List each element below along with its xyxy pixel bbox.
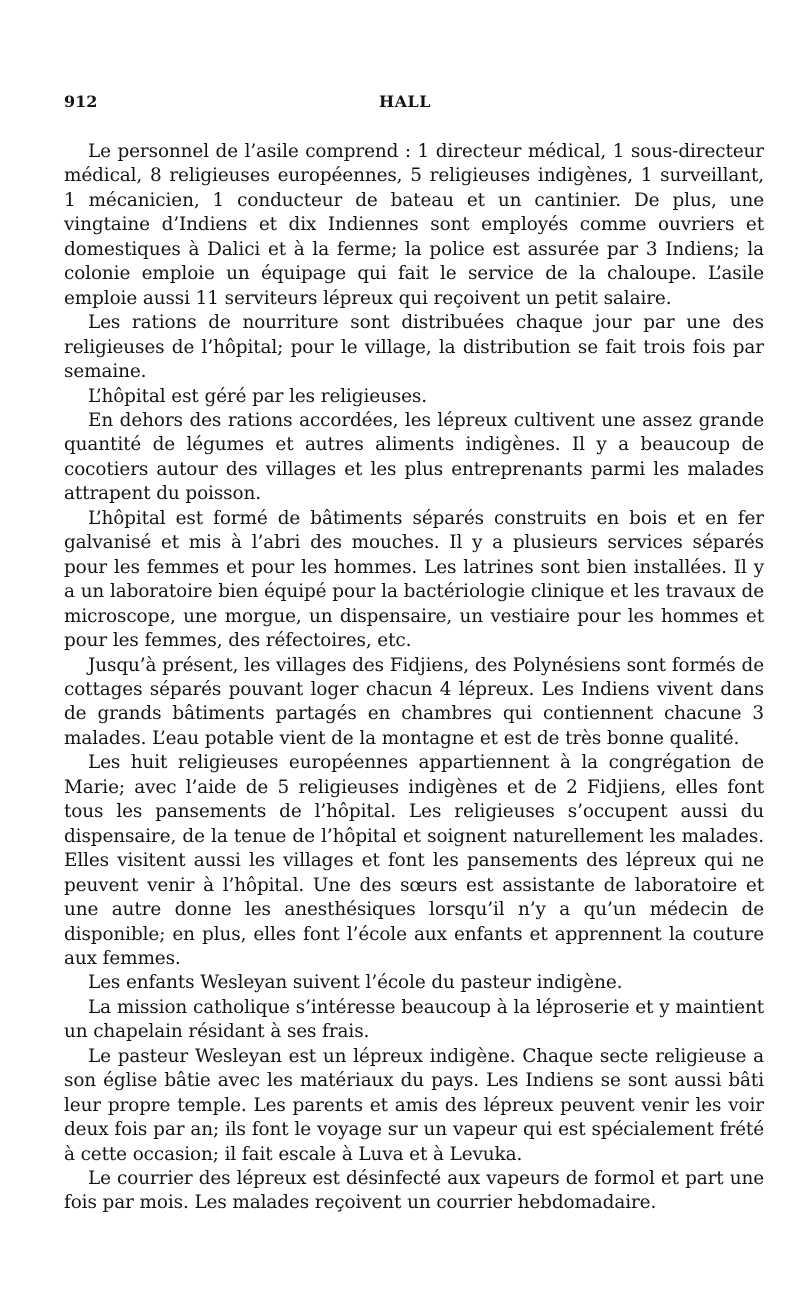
paragraph-pastor: Le pasteur Wesleyan est un lépreux indigène. Chaque secte religieuse a son église bâtie avec les matériaux du pays. Les Indiens se sont aussi bâti leur propre temple. Les parents et amis des lépreux peuvent venir les voir deux fois par an; ils font le voyage sur un vapeur qui est spécialement frété à cette occasion; il fait escale à Luva et à Levuka. — [64, 1045, 764, 1165]
page-header — [64, 92, 764, 116]
paragraph-staff: Le personnel de l’asile comprend : 1 directeur médical, 1 sous-directeur médical, 8 religieuses européennes, 5 religieuses indigènes, 1 surveillant, 1 mécanicien, 1 conducteur de bateau et un cantinier. De plus, une vingtaine d’Indiens et dix Indiennes sont employés comme ouvriers et domestiques à Dalici et à la ferme; la police est assurée par 3 Indiens; la colonie emploie un équipage qui fait le service de la chaloupe. L’asile emploie aussi 11 serviteurs lépreux qui reçoivent un petit salaire. — [64, 141, 764, 309]
body-text — [64, 140, 764, 1216]
paragraph-nuns: Les huit religieuses européennes appartiennent à la congrégation de Marie; avec l’aide de 5 religieuses indigènes et de 2 Fidjiens, elles font tous les pansements de l’hôpital. Les religieuses s’occupent aussi du dispensaire, de la tenue de l’hôpital et soignent naturellement les malades. Elles visitent aussi les villages et font les pansements des lépreux qui ne peuvent venir à l’hôpital. Une des sœurs est assistante de laboratoire et une autre donne les anesthésiques lorsqu’il n’y a qu’un médecin de disponible; en plus, elles font l’école aux enfants et apprennent la couture aux femmes. — [64, 752, 764, 969]
paragraph-rations: Les rations de nourriture sont distribuées chaque jour par une des religieuses de l’hôpital; pour le village, la distribution se fait trois fois par semaine. — [64, 312, 764, 383]
paragraph-hospital-management: L’hôpital est géré par les religieuses. — [88, 385, 427, 407]
paragraph-catholic-mission: La mission catholique s’intéresse beaucoup à la léproserie et y maintient un chapelain résidant à ses frais. — [64, 996, 764, 1043]
running-title: HALL — [379, 92, 432, 111]
page-number: 912 — [64, 92, 98, 111]
paragraph-school: Les enfants Wesleyan suivent l’école du pasteur indigène. — [88, 972, 623, 994]
paragraph-mail: Le courrier des lépreux est désinfecté aux vapeurs de formol et part une fois par mois. Les malades reçoivent un courrier hebdomadaire. — [64, 1168, 764, 1214]
paragraph-hospital-buildings: L’hôpital est formé de bâtiments séparés construits en bois et en fer galvanisé et mis à l’abri des mouches. Il y a plusieurs services séparés pour les femmes et pour les hommes. Les latrines sont bien installées. Il y a un laboratoire bien équipé pour la bactériologie clinique et les travaux de microscope, une morgue, un dispensaire, un vestiaire pour les hommes et pour les femmes, des réfectoires, etc. — [64, 507, 764, 652]
paragraph-villages: Jusqu’à présent, les villages des Fidjiens, des Polynésiens sont formés de cottages séparés pouvant loger chacun 4 lépreux. Les Indiens vivent dans de grands bâtiments partagés en chambres qui contiennent chacune 3 malades. L’eau potable vient de la montagne et est de très bonne qualité. — [64, 654, 764, 749]
paragraph-cultivation: En dehors des rations accordées, les lépreux cultivent une assez grande quantité de légumes et autres aliments indigènes. Il y a beaucoup de cocotiers autour des villages et les plus entreprenants parmi les malades attrapent du poisson. — [64, 409, 764, 505]
